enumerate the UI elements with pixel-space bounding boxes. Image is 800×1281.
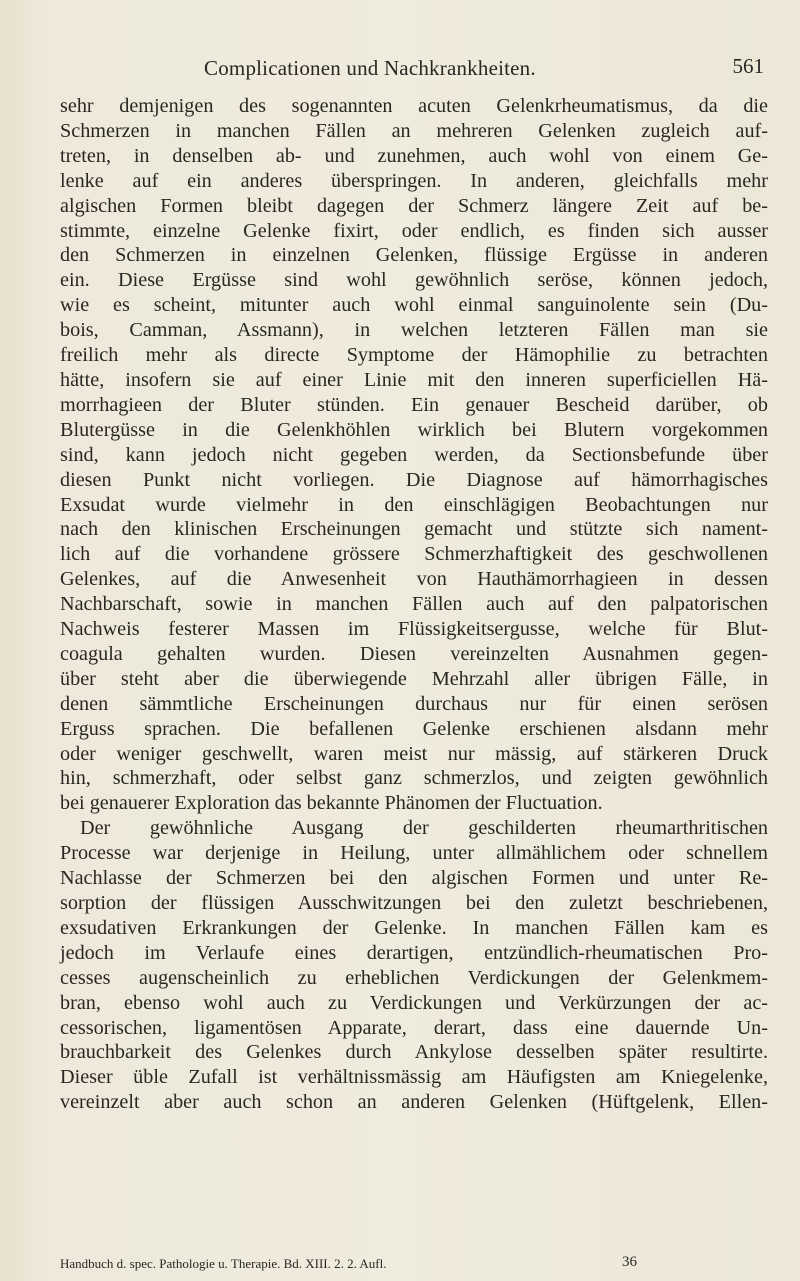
text-line: sehr demjenigen des sogenannten acuten Gelenkrheumatismus, da die — [60, 95, 768, 117]
footer-source: Handbuch d. spec. Pathologie u. Therapie. Bd. XIII. 2. 2. Aufl. — [60, 1256, 387, 1271]
text-line: bois, Camman, Assmann), in welchen letzteren Fällen man sie — [60, 319, 768, 342]
page-footer — [60, 1256, 768, 1274]
text-line: den Schmerzen in einzelnen Gelenken, flüssige Ergüsse in anderen — [60, 244, 768, 267]
text-line: vereinzelt aber auch schon an anderen Gelenken (Hüftgelenk, Ellen- — [60, 1091, 768, 1114]
text-line: algischen Formen bleibt dagegen der Schmerz längere Zeit auf be- — [60, 194, 768, 217]
text-line: wie es scheint, mitunter auch wohl einmal sanguinolente sein (Du- — [60, 294, 768, 317]
text-line: morrhagieen der Bluter stünden. Ein genauer Bescheid darüber, ob — [60, 393, 768, 416]
text-line: hätte, insofern sie auf einer Linie mit den inneren superficiellen Hä- — [60, 368, 768, 391]
text-line: jedoch im Verlaufe eines derartigen, entzündlich-rheumatischen Pro- — [60, 941, 768, 964]
text-line: stimmte, einzelne Gelenke fixirt, oder endlich, es finden sich ausser — [60, 219, 768, 242]
text-line: nach den klinischen Erscheinungen gemacht und stützte sich nament- — [60, 518, 768, 541]
text-line: sorption der flüssigen Ausschwitzungen bei den zuletzt beschriebenen, — [60, 892, 768, 914]
text-line: Blutergüsse in die Gelenkhöhlen wirklich bei Blutern vorgekommen — [60, 418, 768, 441]
text-line: lich auf die vorhandene grössere Schmerzhaftigkeit des geschwollenen — [60, 543, 768, 566]
text-line: Schmerzen in manchen Fällen an mehreren Gelenken zugleich auf- — [60, 119, 768, 142]
text-line: Erguss sprachen. Die befallenen Gelenke erschienen alsdann mehr — [60, 717, 768, 740]
page-number: 561 — [732, 54, 764, 78]
text-line: cesses augenscheinlich zu erheblichen Verdickungen der Gelenkmem- — [60, 966, 768, 989]
text-line: denen sämmtliche Erscheinungen durchaus nur für einen serösen — [60, 692, 768, 715]
text-line: lenke auf ein anderes überspringen. In anderen, gleichfalls mehr — [60, 169, 768, 192]
text-line: Exsudat wurde vielmehr in den einschlägigen Beobachtungen nur — [60, 493, 768, 516]
text-line: Nachweis festerer Massen im Flüssigkeitsergusse, welche für Blut- — [60, 618, 768, 641]
text-line: ein. Diese Ergüsse sind wohl gewöhnlich seröse, können jedoch, — [60, 269, 768, 292]
text-line: Gelenkes, auf die Anwesenheit von Hauthämorrhagieen in dessen — [60, 568, 768, 591]
text-line: oder weniger geschwellt, waren meist nur mässig, auf stärkeren Druck — [60, 742, 768, 765]
text-line: cessorischen, ligamentösen Apparate, derart, dass eine dauernde Un- — [60, 1016, 768, 1039]
text-line: sind, kann jedoch nicht gegeben werden, da Sectionsbefunde über — [60, 443, 768, 466]
text-line: Processe war derjenige in Heilung, unter allmählichem oder schnellem — [60, 842, 768, 865]
signature-mark: 36 — [622, 1254, 637, 1270]
text-line: bei genauerer Exploration das bekannte Phänomen der Fluctuation. — [60, 792, 603, 815]
text-line: Der gewöhnliche Ausgang der geschilderten rheumarthritischen — [80, 817, 768, 840]
body-text — [60, 94, 768, 1115]
text-line: über steht aber die überwiegende Mehrzahl aller übrigen Fälle, in — [60, 667, 768, 690]
text-line: Nachbarschaft, sowie in manchen Fällen auch auf den palpatorischen — [60, 593, 768, 616]
text-line: exsudativen Erkrankungen der Gelenke. In manchen Fällen kam es — [60, 916, 768, 939]
text-line: treten, in denselben ab- und zunehmen, auch wohl von einem Ge- — [60, 144, 768, 167]
text-line: freilich mehr als directe Symptome der Hämophilie zu betrachten — [60, 344, 768, 367]
text-line: brauchbarkeit des Gelenkes durch Ankylose desselben später resultirte. — [60, 1041, 768, 1064]
running-head: Complicationen und Nachkrankheiten. — [204, 56, 536, 80]
text-line: coagula gehalten wurden. Diesen vereinzelten Ausnahmen gegen- — [60, 642, 768, 665]
text-line: diesen Punkt nicht vorliegen. Die Diagnose auf hämorrhagisches — [60, 468, 768, 491]
page-header — [0, 56, 800, 86]
text-line: Nachlasse der Schmerzen bei den algischen Formen und unter Re- — [60, 867, 768, 890]
text-line: hin, schmerzhaft, oder selbst ganz schmerzlos, und zeigten gewöhnlich — [60, 767, 768, 790]
text-line: bran, ebenso wohl auch zu Verdickungen und Verkürzungen der ac- — [60, 991, 768, 1014]
text-line: Dieser üble Zufall ist verhältnissmässig am Häufigsten am Kniegelenke, — [60, 1066, 768, 1089]
